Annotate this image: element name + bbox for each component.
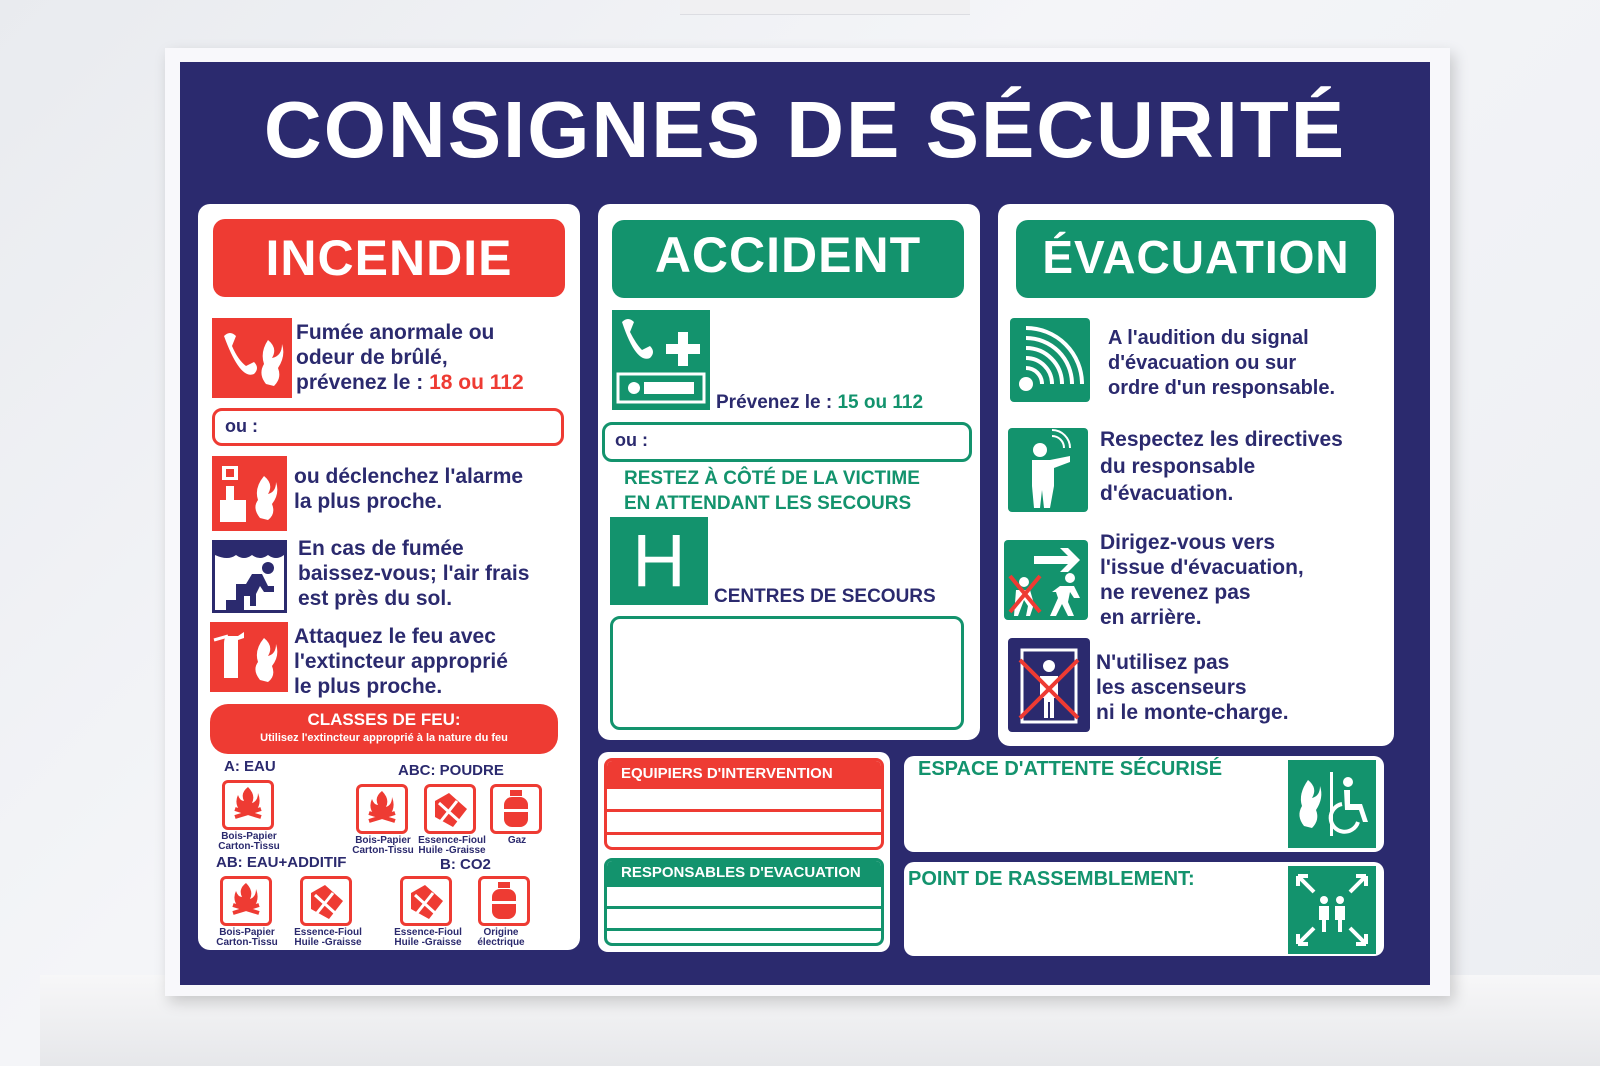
text-line: d'évacuation ou sur (1108, 352, 1297, 374)
equipiers-line[interactable] (607, 812, 881, 835)
first-aid-phone-icon (612, 310, 710, 410)
no-elevator-icon (1008, 638, 1090, 732)
class-abc-label: ABC: POUDRE (398, 762, 504, 779)
text-line: Carton-Tissu (218, 841, 280, 852)
wood-caption (346, 836, 420, 856)
assembly-point-icon (1288, 866, 1376, 954)
class-a-label: A: EAU (224, 758, 276, 775)
evac-step4-text (1096, 650, 1386, 725)
fuel-caption (412, 836, 492, 856)
text-line: ne revenez pas (1100, 581, 1251, 604)
responsables-line[interactable] (607, 909, 881, 931)
text-line: d'évacuation. (1100, 482, 1234, 505)
equipiers-line[interactable] (607, 789, 881, 812)
wood-fire-icon (222, 780, 274, 830)
text-line: EN ATTENDANT LES SECOURS (624, 493, 912, 514)
medical-emergency-number: 15 ou 112 (837, 392, 924, 413)
hospital-letter: H (632, 519, 686, 602)
evacuation-panel (998, 204, 1394, 746)
incendie-step2-text (294, 464, 574, 514)
accident-panel (598, 204, 980, 740)
equipiers-panel (598, 752, 890, 952)
gas-bottle-icon (490, 784, 542, 834)
centers-label: CENTRES DE SECOURS (714, 586, 936, 607)
text-line: Huile -Graisse (294, 937, 362, 948)
text-line: Fumée anormale ou (296, 321, 495, 344)
text-line: Respectez les directives (1100, 428, 1343, 451)
text-line: A l'audition du signal (1108, 327, 1309, 349)
equipiers-box (604, 758, 884, 850)
wood-fire-icon (220, 876, 272, 926)
class-b-label: B: CO2 (440, 856, 491, 873)
text-line: Essence-Fioul (394, 927, 462, 938)
incendie-step3-text (298, 536, 578, 611)
hospital-icon (610, 517, 708, 605)
fuel-can-icon (300, 876, 352, 926)
refuge-wheelchair-icon (1288, 760, 1376, 848)
accident-prevent-text (716, 390, 923, 415)
fuel-can-icon (400, 876, 452, 926)
text-line: Bois-Papier (355, 835, 411, 846)
fuel-can-icon (424, 784, 476, 834)
fire-phone-icon (212, 318, 292, 398)
text-line: en arrière. (1100, 606, 1202, 629)
text-line: odeur de brûlé, (296, 346, 448, 369)
evac-step3-text (1100, 530, 1390, 630)
text-line: ni le monte-charge. (1096, 701, 1289, 724)
gas-bottle-icon (478, 876, 530, 926)
equipiers-label: EQUIPIERS D'INTERVENTION (607, 761, 881, 789)
text-line: N'utilisez pas (1096, 651, 1230, 674)
accident-header: ACCIDENT (612, 220, 964, 298)
text-line: Essence-Fioul (418, 835, 486, 846)
electric-caption (470, 928, 532, 948)
text-line: Bois-Papier (221, 831, 277, 842)
text-line: le plus proche. (294, 675, 443, 698)
fuel-caption (288, 928, 368, 948)
text-line: En cas de fumée (298, 537, 464, 560)
extinguisher-icon (210, 622, 288, 692)
point-rassemblement-label: POINT DE RASSEMBLEMENT: (908, 868, 1195, 890)
text-line: Attaquez le feu avec (294, 625, 496, 648)
text-line: Carton-Tissu (216, 937, 278, 948)
incendie-step1-text (296, 320, 576, 395)
text-line: Dirigez-vous vers (1100, 531, 1276, 554)
text-line: baissez-vous; l'air frais (298, 562, 530, 585)
point-rassemblement-panel[interactable] (904, 862, 1384, 956)
incendie-header: INCENDIE (213, 219, 565, 297)
text-line: RESTEZ À CÔTÉ DE LA VICTIME (624, 468, 920, 489)
wood-fire-icon (356, 784, 408, 834)
text-line: les ascenseurs (1096, 676, 1247, 699)
guide-person-icon (1008, 428, 1088, 512)
text-line: du responsable (1100, 455, 1256, 478)
responsables-line[interactable] (607, 887, 881, 909)
responsables-box (604, 858, 884, 946)
centers-field[interactable] (610, 616, 964, 730)
espace-attente-label: ESPACE D'ATTENTE SÉCURISÉ (918, 758, 1223, 780)
crouch-smoke-icon (212, 540, 287, 613)
text-line: est près du sol. (298, 587, 453, 610)
incendie-step4-text (294, 624, 574, 699)
wood-caption (210, 928, 284, 948)
text-line: Bois-Papier (219, 927, 275, 938)
fuel-caption (388, 928, 468, 948)
text-line: Carton-Tissu (352, 845, 414, 856)
text-line: l'extincteur approprié (294, 650, 508, 673)
sign-title: CONSIGNES DE SÉCURITÉ (263, 85, 1347, 174)
safety-sign (180, 62, 1430, 985)
alarm-button-icon (212, 456, 287, 531)
fire-classes-title: CLASSES DE FEU: (307, 710, 461, 729)
text-line: électrique (477, 937, 525, 948)
text-line: prévenez le : (296, 371, 424, 394)
accident-ou-field[interactable] (602, 422, 972, 462)
text-line: Prévenez le : (716, 392, 833, 413)
fire-classes-subtitle: Utilisez l'extincteur approprié à la nature du feu (260, 732, 508, 744)
incendie-panel (198, 204, 580, 950)
stay-with-victim-text (624, 466, 920, 516)
espace-attente-panel[interactable] (904, 756, 1384, 852)
text-line: Origine (483, 927, 519, 938)
text-line: Essence-Fioul (294, 927, 362, 938)
evacuation-header: ÉVACUATION (1016, 220, 1376, 298)
text-line: Huile -Graisse (418, 845, 486, 856)
responsables-label: RESPONSABLES D'EVACUATION (607, 861, 881, 887)
text-line: l'issue d'évacuation, (1100, 556, 1304, 579)
evac-step1-text (1108, 326, 1335, 401)
text-line: ordre d'un responsable. (1108, 377, 1336, 399)
fire-classes-banner (210, 704, 558, 754)
wall-tab (680, 0, 970, 15)
exit-direction-icon (1004, 540, 1088, 620)
text-line: ou déclenchez l'alarme (294, 465, 524, 488)
incendie-ou-field[interactable] (212, 408, 564, 446)
signal-alarm-icon (1010, 318, 1090, 402)
class-ab-label: AB: EAU+ADDITIF (216, 854, 347, 871)
ou-label: ou : (225, 416, 258, 436)
fire-emergency-number: 18 ou 112 (429, 371, 524, 394)
wood-caption (212, 832, 286, 852)
evac-step2-text (1100, 426, 1390, 507)
gas-caption: Gaz (507, 835, 527, 846)
text-line: la plus proche. (294, 490, 443, 513)
text-line: Huile -Graisse (394, 937, 462, 948)
ou-label: ou : (615, 430, 648, 450)
